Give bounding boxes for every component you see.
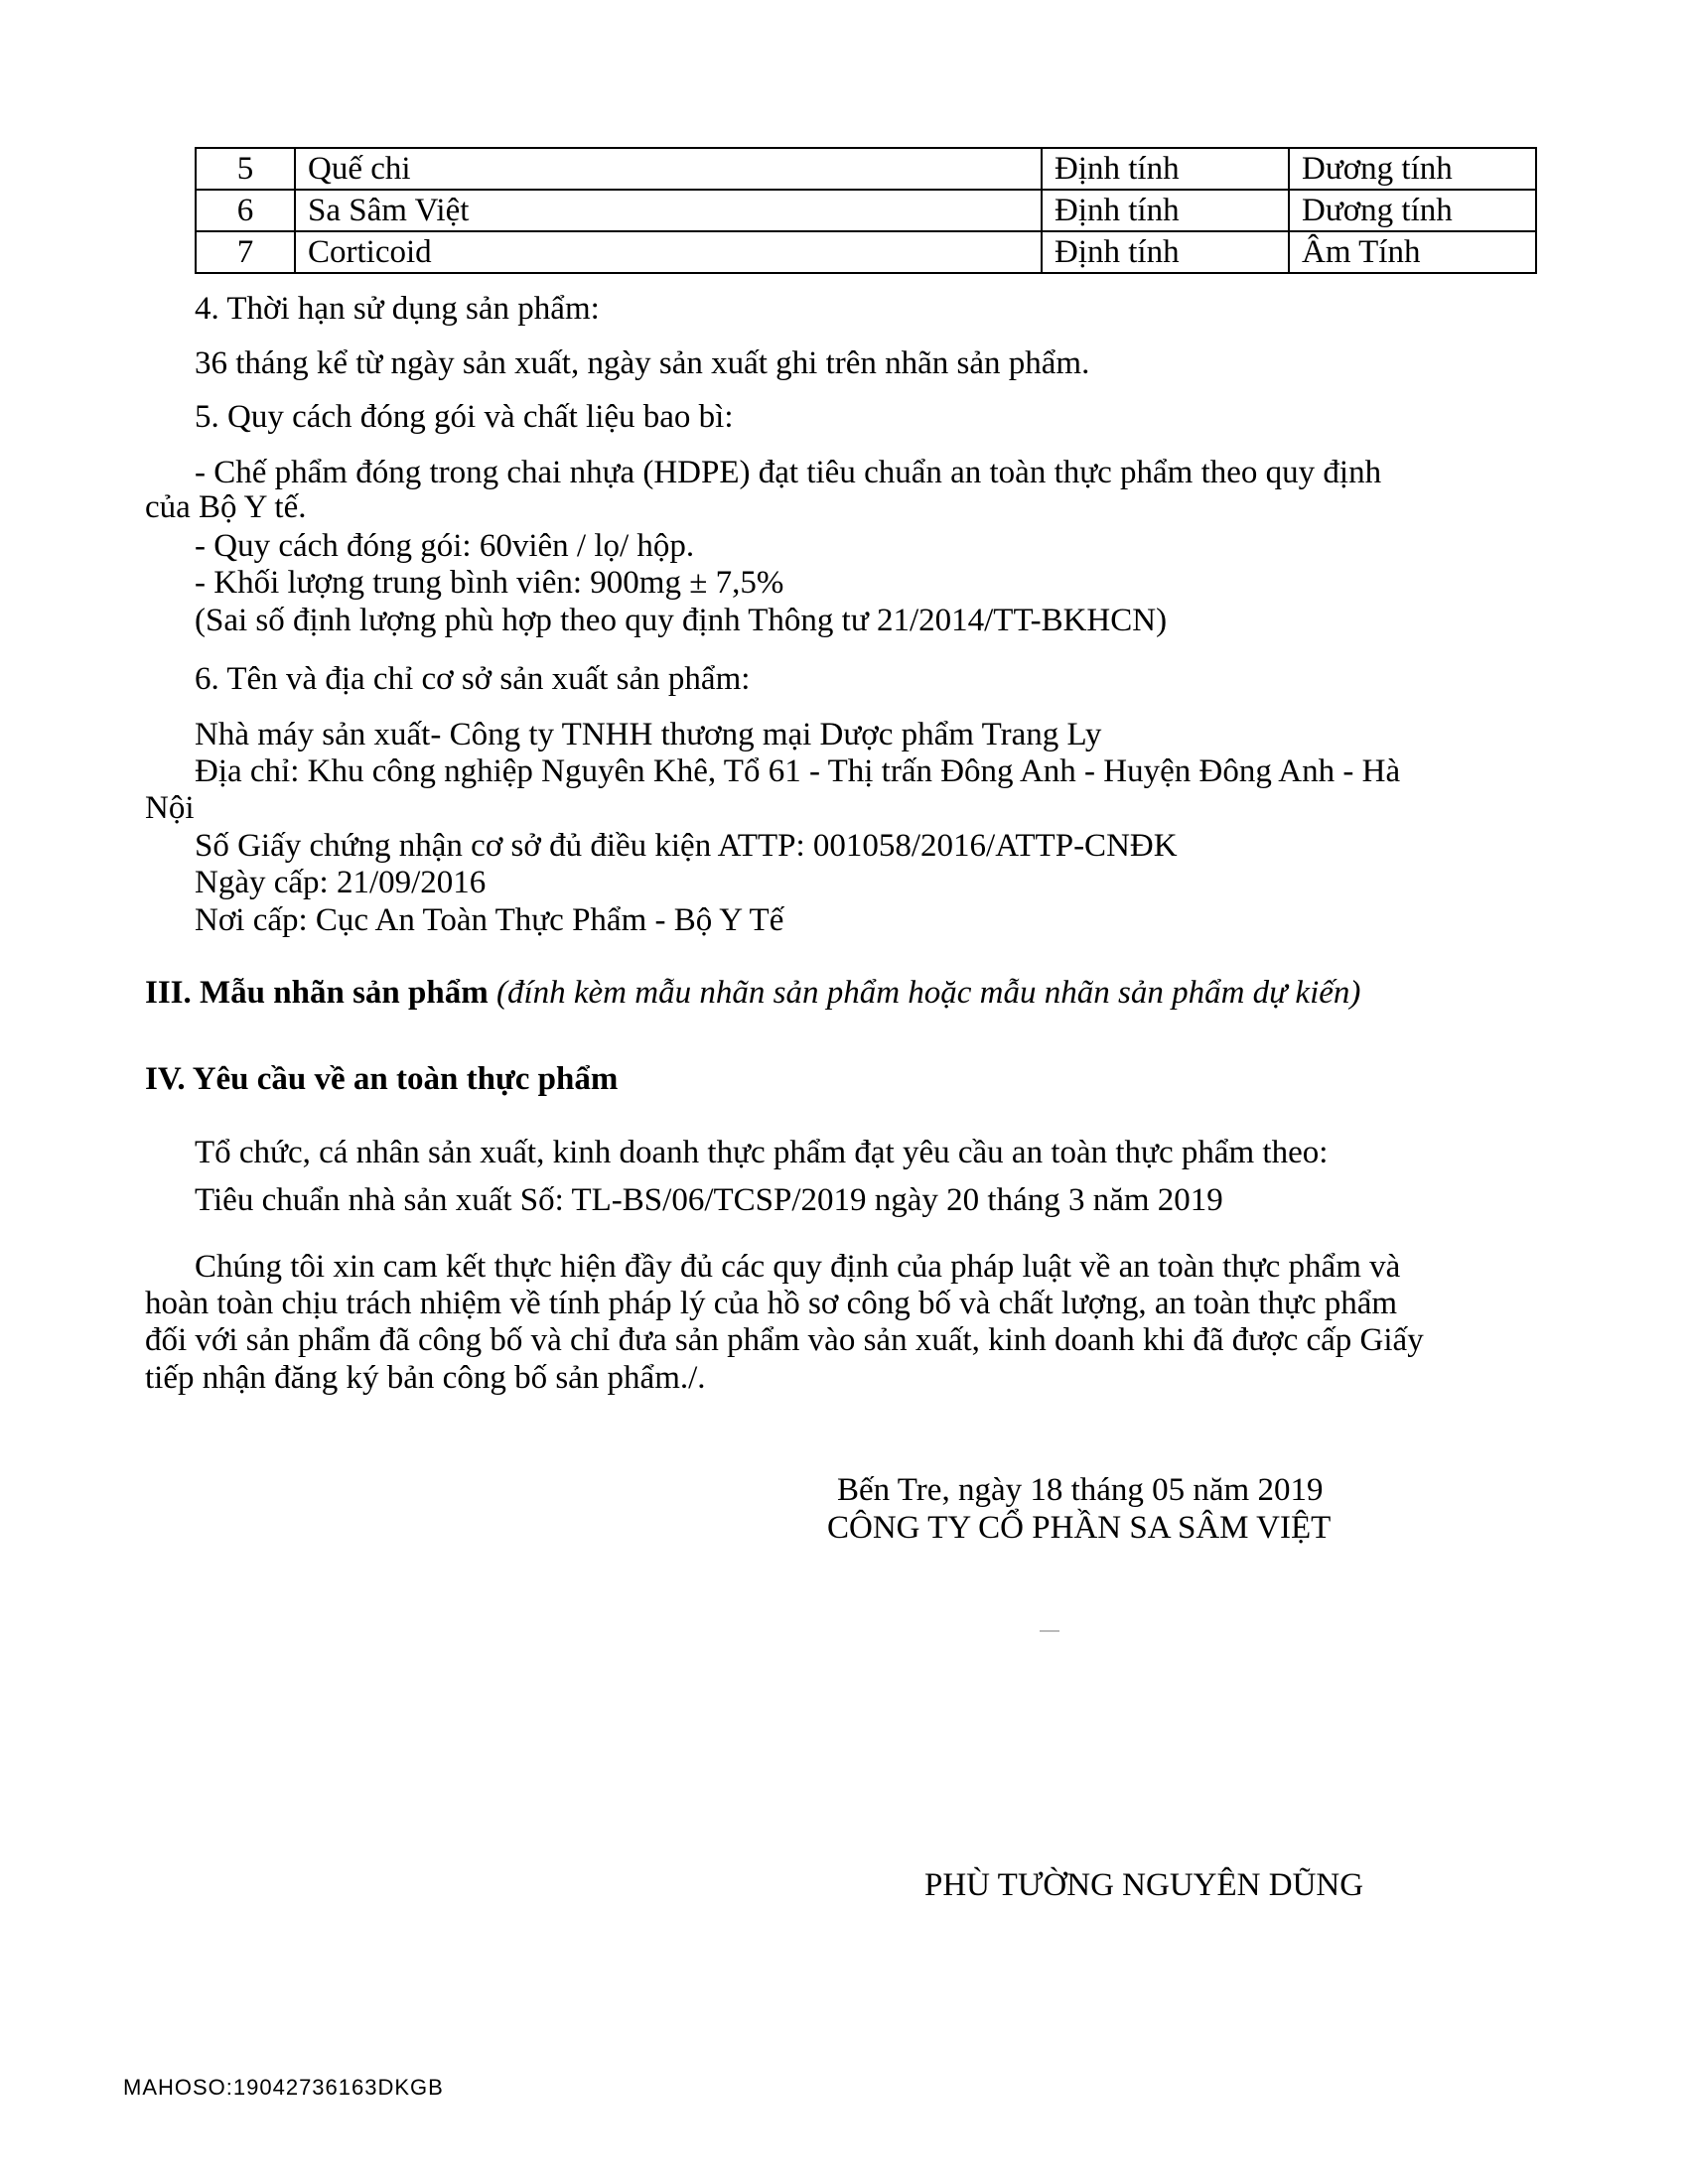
- scan-mark: [1040, 1630, 1059, 1632]
- test-item: Sa Sâm Việt: [295, 190, 1042, 231]
- table-row: [196, 231, 1536, 273]
- factory-address-continued: Nội: [145, 790, 195, 826]
- test-result: Dương tính: [1289, 190, 1536, 231]
- commitment-line: Chúng tôi xin cam kết thực hiện đầy đủ các quy định của pháp luật về an toàn thực phẩm và: [195, 1249, 1401, 1285]
- section-iv-heading: IV. Yêu cầu về an toàn thực phẩm: [145, 1061, 619, 1097]
- section-4-heading: 4. Thời hạn sử dụng sản phẩm:: [195, 291, 600, 327]
- test-item: Quế chi: [295, 148, 1042, 190]
- packaging-line-continued: của Bộ Y tế.: [145, 489, 307, 525]
- manufacturer-standard: Tiêu chuẩn nhà sản xuất Số: TL-BS/06/TCSP/2019 ngày 20 tháng 3 năm 2019: [195, 1182, 1223, 1218]
- row-number: 7: [196, 231, 295, 273]
- document-code: MAHOSO:19042736163DKGB: [123, 2075, 444, 2100]
- table-row: [196, 148, 1536, 190]
- test-result: Dương tính: [1289, 148, 1536, 190]
- place-and-date: Bến Tre, ngày 18 tháng 05 năm 2019: [837, 1472, 1324, 1508]
- tolerance-note: (Sai số định lượng phù hợp theo quy định Thông tư 21/2014/TT-BKHCN): [195, 603, 1168, 638]
- commitment-line: tiếp nhận đăng ký bản công bố sản phẩm./.: [145, 1360, 706, 1396]
- row-number: 5: [196, 148, 295, 190]
- commitment-line: hoàn toàn chịu trách nhiệm về tính pháp lý của hồ sơ công bố và chất lượng, an toàn thực phẩm: [145, 1286, 1398, 1321]
- signer-name: PHÙ TƯỜNG NGUYÊN DŨNG: [924, 1867, 1364, 1903]
- test-results-table: [195, 147, 1537, 274]
- section-iii-note: (đính kèm mẫu nhãn sản phẩm hoặc mẫu nhãn sản phẩm dự kiến): [495, 975, 1361, 1011]
- certificate-issue-date: Ngày cấp: 21/09/2016: [195, 865, 487, 900]
- packaging-line: - Chế phẩm đóng trong chai nhựa (HDPE) đạt tiêu chuẩn an toàn thực phẩm theo quy định: [195, 455, 1382, 490]
- section-iii-title: III. Mẫu nhãn sản phẩm: [145, 975, 489, 1011]
- test-method: Định tính: [1042, 231, 1289, 273]
- commitment-line: đối với sản phẩm đã công bố và chỉ đưa sản phẩm vào sản xuất, kinh doanh khi đã được cấp Giấy: [145, 1322, 1424, 1358]
- safety-requirement: Tổ chức, cá nhân sản xuất, kinh doanh thực phẩm đạt yêu cầu an toàn thực phẩm theo:: [195, 1135, 1329, 1170]
- factory-address: Địa chỉ: Khu công nghiệp Nguyên Khê, Tổ 61 - Thị trấn Đông Anh - Huyện Đông Anh - Hà: [195, 753, 1401, 789]
- test-result: Âm Tính: [1289, 231, 1536, 273]
- test-method: Định tính: [1042, 190, 1289, 231]
- packing-spec: - Quy cách đóng gói: 60viên / lọ/ hộp.: [195, 528, 695, 564]
- shelf-life-text: 36 tháng kể từ ngày sản xuất, ngày sản xuất ghi trên nhãn sản phẩm.: [195, 345, 1090, 381]
- section-6-heading: 6. Tên và địa chỉ cơ sở sản xuất sản phẩm:: [195, 661, 751, 697]
- section-5-heading: 5. Quy cách đóng gói và chất liệu bao bì:: [195, 399, 734, 435]
- tablet-weight: - Khối lượng trung bình viên: 900mg ± 7,5%: [195, 565, 784, 601]
- test-item: Corticoid: [295, 231, 1042, 273]
- section-iii-heading: [145, 977, 1360, 1010]
- table-row: [196, 190, 1536, 231]
- certificate-issue-place: Nơi cấp: Cục An Toàn Thực Phẩm - Bộ Y Tế: [195, 902, 784, 938]
- company-name: CÔNG TY CỔ PHẦN SA SÂM VIỆT: [827, 1510, 1332, 1546]
- test-method: Định tính: [1042, 148, 1289, 190]
- row-number: 6: [196, 190, 295, 231]
- factory-name: Nhà máy sản xuất- Công ty TNHH thương mại Dược phẩm Trang Ly: [195, 717, 1102, 752]
- food-safety-certificate: Số Giấy chứng nhận cơ sở đủ điều kiện ATTP: 001058/2016/ATTP-CNĐK: [195, 828, 1178, 864]
